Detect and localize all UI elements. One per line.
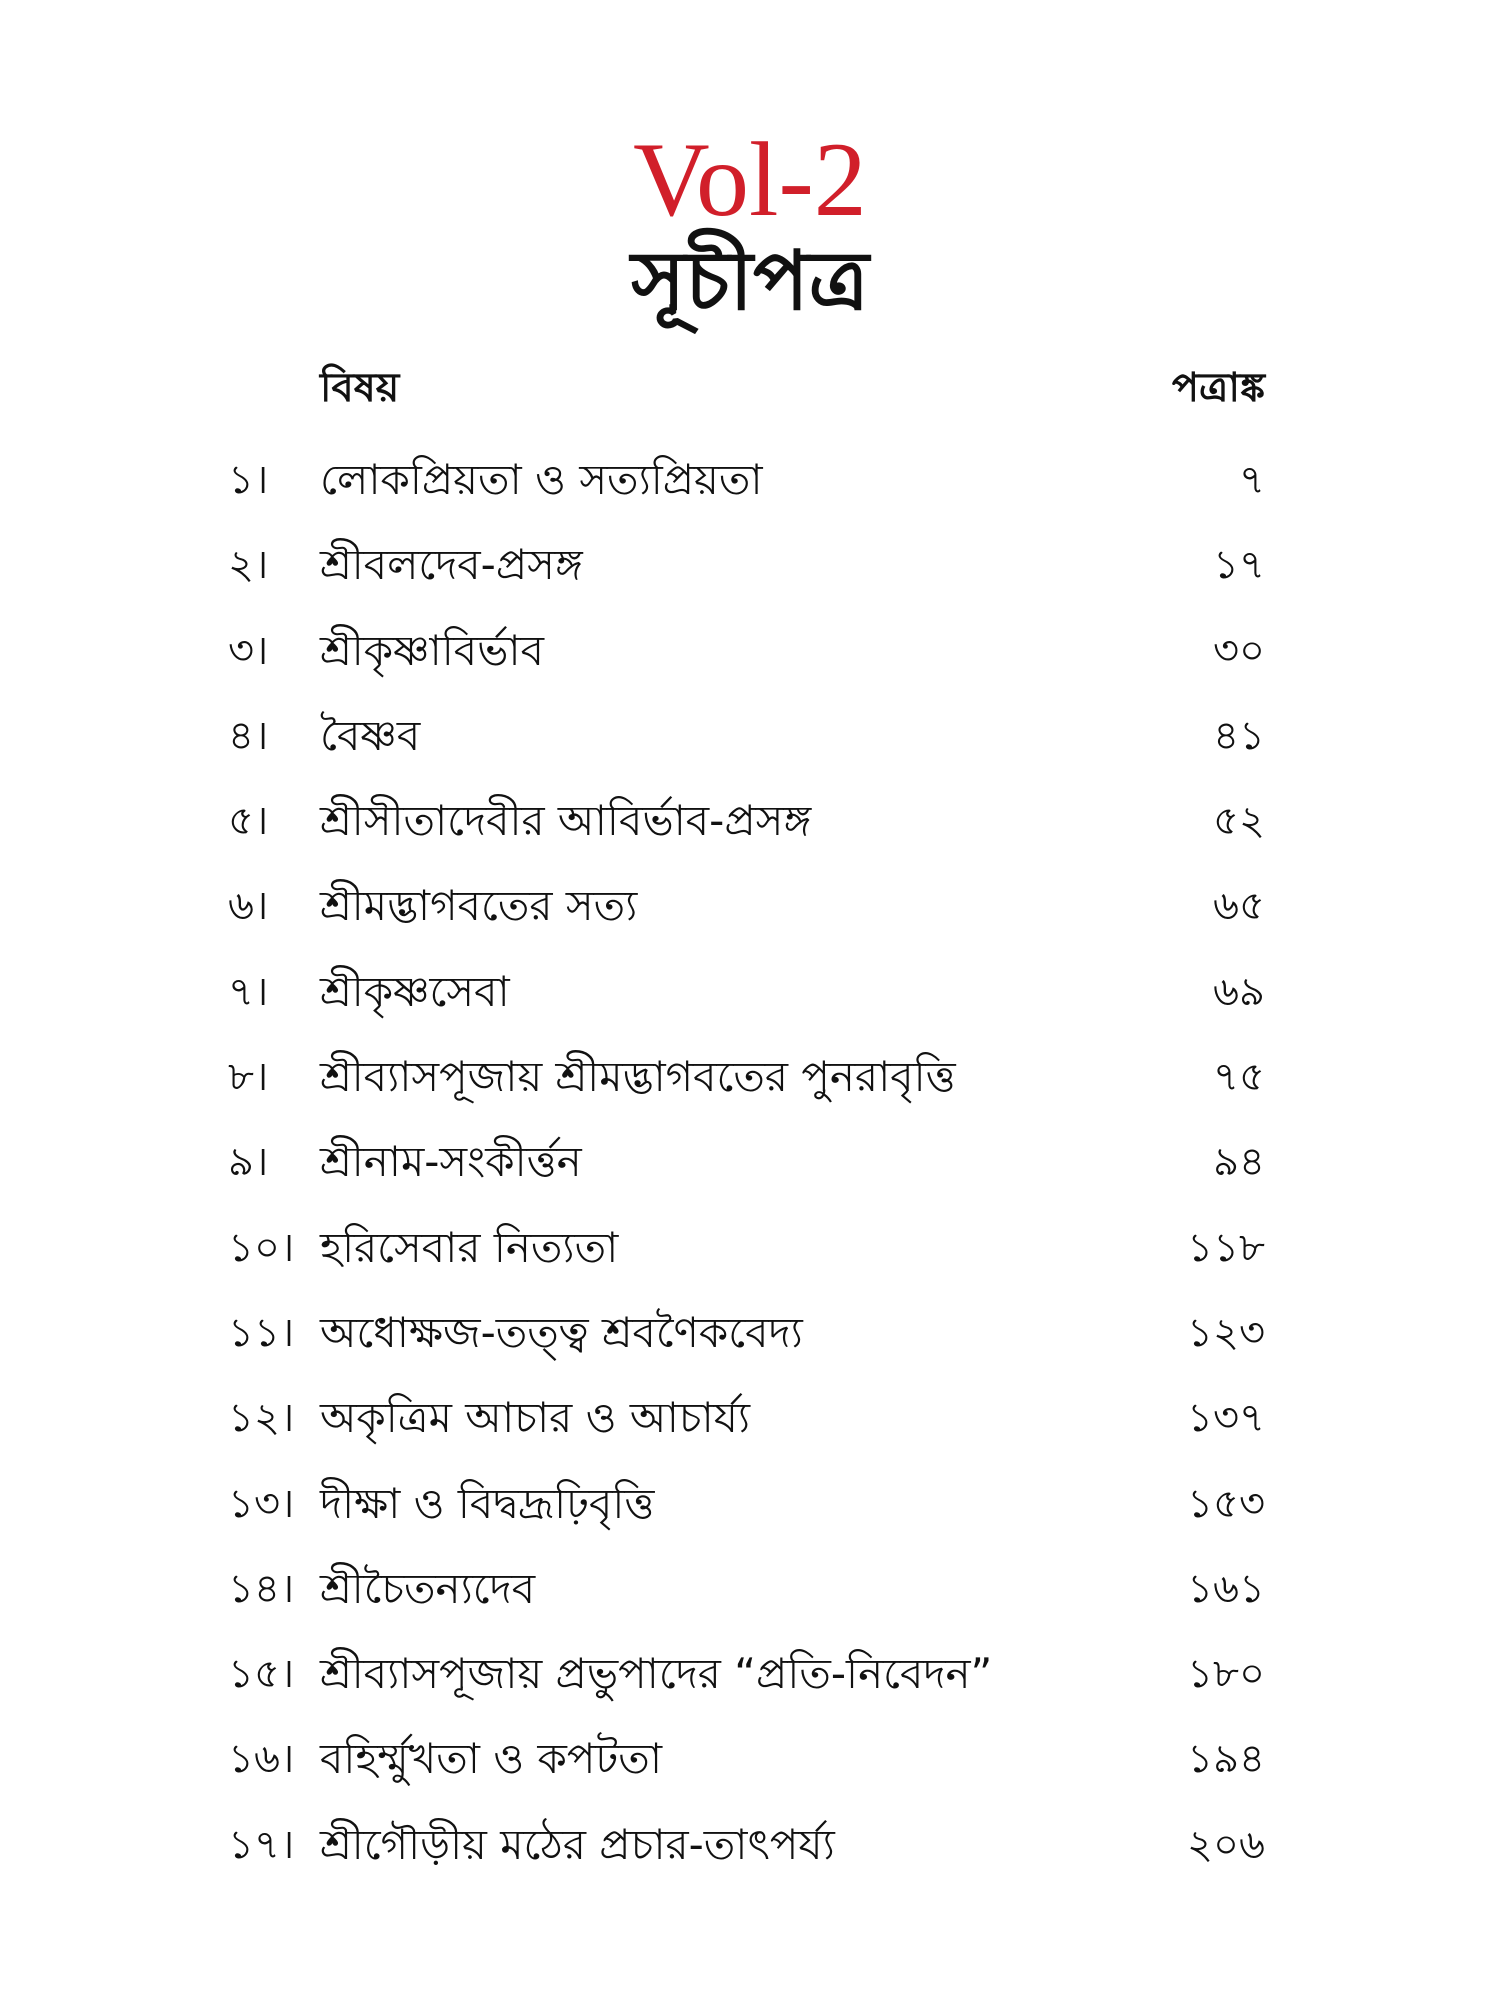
toc-entry-title: দীক্ষা ও বিদ্বদ্রূঢ়িবৃত্তি bbox=[320, 1478, 655, 1528]
toc-entry-title: শ্রীকৃষ্ণসেবা bbox=[320, 966, 510, 1016]
toc-entry-number: ১১। bbox=[228, 1309, 295, 1356]
toc-entry-page: ১৫৩ bbox=[1187, 1480, 1265, 1527]
toc-entry-page: ৯৪ bbox=[1213, 1139, 1265, 1186]
volume-label: Vol-2 bbox=[633, 121, 867, 238]
toc-entry-number: ৭। bbox=[228, 968, 269, 1015]
toc-entry-page: ৬৫ bbox=[1213, 883, 1265, 930]
toc-entry-page: ১৯৪ bbox=[1187, 1736, 1265, 1783]
toc-entry-number: ৩। bbox=[228, 627, 269, 674]
toc-entry-number: ১০। bbox=[228, 1224, 295, 1271]
toc-entry-number: ২। bbox=[228, 542, 269, 589]
toc-entry-title: বহির্ম্মুখতা ও কপটতা bbox=[320, 1734, 663, 1784]
toc-entry-title: হরিসেবার নিত্যতা bbox=[320, 1222, 619, 1272]
toc-entry-page: ২০৬ bbox=[1186, 1821, 1265, 1868]
toc-entry-title: অকৃত্রিম আচার ও আচার্য্য bbox=[320, 1393, 751, 1443]
toc-row bbox=[0, 876, 1500, 961]
toc-entry-number: ১৬। bbox=[228, 1736, 295, 1783]
toc-row bbox=[0, 1132, 1500, 1217]
toc-entry-title: শ্রীসীতাদেবীর আবির্ভাব-প্রসঙ্গ bbox=[320, 796, 812, 846]
toc-entry-title: শ্রীকৃষ্ণাবির্ভাব bbox=[320, 625, 544, 675]
toc-row bbox=[0, 1815, 1500, 1900]
page-column-header: পত্রাঙ্ক bbox=[1171, 365, 1265, 411]
toc-entry-title: শ্রীবলদেব-প্রসঙ্গ bbox=[320, 540, 583, 590]
toc-row bbox=[0, 962, 1500, 1047]
toc-entry-number: ১৭। bbox=[228, 1821, 295, 1868]
toc-row bbox=[0, 791, 1500, 876]
subject-column-header: বিষয় bbox=[320, 365, 400, 411]
toc-row bbox=[0, 450, 1500, 535]
toc-entry-page: ৭ bbox=[1238, 457, 1265, 503]
toc-entry-page: ১৮০ bbox=[1187, 1651, 1265, 1698]
toc-row bbox=[0, 1388, 1500, 1473]
toc-entry-page: ১৩৭ bbox=[1187, 1395, 1265, 1442]
toc-entry-title: শ্রীব্যাসপূজায় প্রভুপাদের “প্রতি-নিবেদন” bbox=[320, 1649, 993, 1699]
toc-row bbox=[0, 1474, 1500, 1559]
toc-entry-number: ৬। bbox=[228, 883, 269, 930]
toc-row bbox=[0, 1047, 1500, 1132]
toc-row bbox=[0, 1559, 1500, 1644]
toc-entry-page: ১১৮ bbox=[1187, 1224, 1265, 1271]
toc-entry-number: ১২। bbox=[228, 1395, 295, 1442]
toc-entry-page: ৭৫ bbox=[1213, 1054, 1265, 1101]
toc-entry-title: শ্রীমদ্ভাগবতের সত্য bbox=[320, 881, 638, 931]
toc-entry-title: শ্রীচৈতন্যদেব bbox=[320, 1563, 536, 1613]
toc-row bbox=[0, 706, 1500, 791]
toc-entry-page: ৫২ bbox=[1213, 798, 1265, 845]
toc-list bbox=[0, 450, 1500, 1900]
toc-entry-title: শ্রীব্যাসপূজায় শ্রীমদ্ভাগবতের পুনরাবৃত্তি bbox=[320, 1052, 956, 1102]
toc-entry-page: ১৬১ bbox=[1187, 1565, 1265, 1612]
toc-row bbox=[0, 1729, 1500, 1814]
toc-entry-number: ৫। bbox=[228, 798, 269, 845]
toc-entry-number: ৯। bbox=[228, 1139, 269, 1186]
toc-entry-page: ১২৩ bbox=[1187, 1309, 1265, 1356]
toc-entry-page: ৩০ bbox=[1212, 627, 1265, 674]
toc-entry-title: শ্রীগৌড়ীয় মঠের প্রচার-তাৎপর্য্য bbox=[320, 1819, 835, 1869]
toc-entry-number: ৪। bbox=[228, 712, 269, 759]
toc-entry-title: লোকপ্রিয়তা ও সত্যপ্রিয়তা bbox=[320, 455, 763, 504]
page-title: সূচীপত্র bbox=[631, 234, 869, 329]
toc-entry-number: ৮। bbox=[228, 1054, 269, 1101]
toc-row bbox=[0, 1218, 1500, 1303]
toc-row bbox=[0, 621, 1500, 706]
toc-entry-title: শ্রীনাম-সংকীর্ত্তন bbox=[320, 1137, 582, 1187]
toc-entry-number: ১। bbox=[228, 457, 269, 503]
toc-entry-title: অধোক্ষজ-তত্ত্ব শ্রবণৈকবেদ্য bbox=[320, 1307, 803, 1357]
toc-entry-number: ১৫। bbox=[228, 1651, 295, 1698]
toc-entry-number: ১৪। bbox=[228, 1565, 295, 1612]
toc-entry-page: ৪১ bbox=[1213, 712, 1265, 759]
toc-header bbox=[0, 358, 1500, 418]
toc-entry-number: ১৩। bbox=[228, 1480, 295, 1527]
toc-row bbox=[0, 535, 1500, 620]
toc-entry-title: বৈষ্ণব bbox=[320, 710, 421, 760]
toc-entry-page: ৬৯ bbox=[1213, 968, 1265, 1015]
toc-row bbox=[0, 1644, 1500, 1729]
toc-row bbox=[0, 1303, 1500, 1388]
toc-entry-page: ১৭ bbox=[1213, 542, 1265, 589]
